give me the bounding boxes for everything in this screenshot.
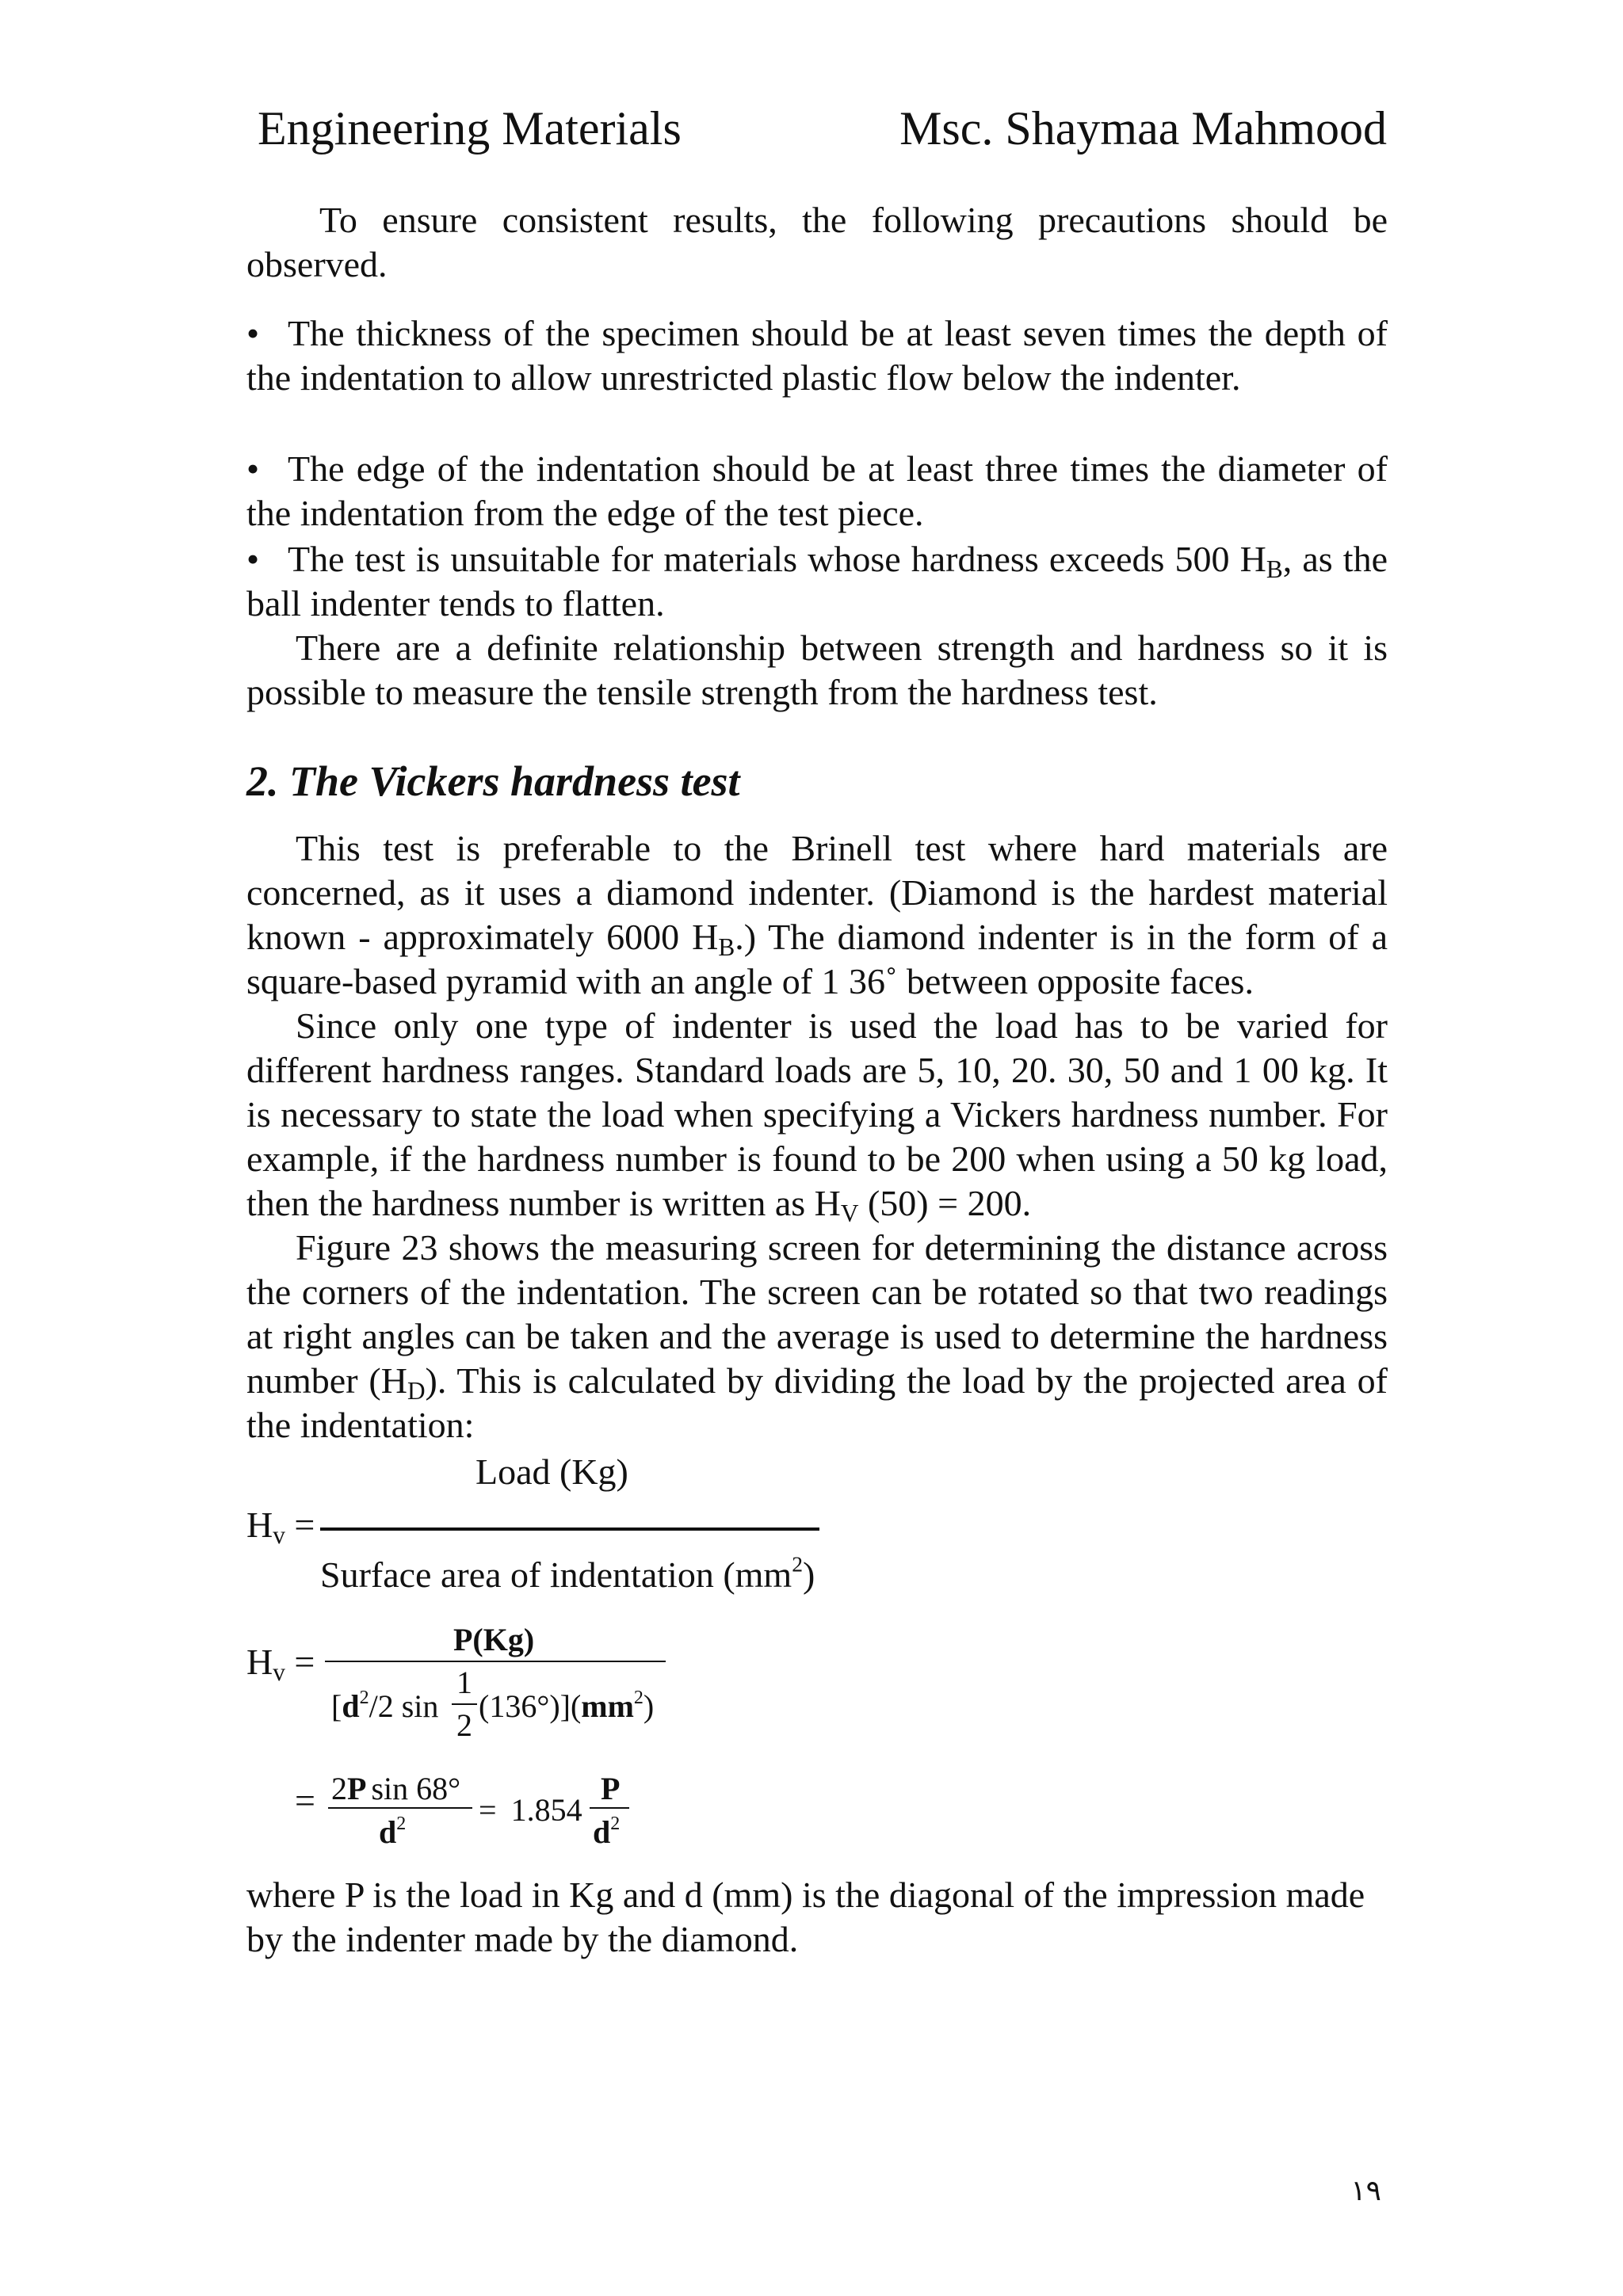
- para-text: Figure 23 shows the measuring screen for determining the distance across the corners of the indentation. The screen can be rotated so that two readings at right angles can be taken and the average is used to determine the hardness number (H: [246, 1227, 1388, 1401]
- header-author: Msc. Shaymaa Mahmood: [899, 102, 1387, 154]
- eq3-fraction-bar-2: [590, 1807, 629, 1809]
- bullet-text-cont: , as the ball indenter tends to flatten.: [246, 539, 1388, 624]
- closing-paragraph: where P is the load in Kg and d (mm) is the diagonal of the impression made by the indenter made by the diamond.: [246, 1875, 1365, 1959]
- eq3-fraction-bar-1: [328, 1807, 472, 1809]
- eq1-denominator: Surface area of indentation $(mm^2)$: [320, 1551, 815, 1595]
- header-title: Engineering Materials: [258, 102, 682, 154]
- eq3-equals: =: [295, 1780, 315, 1821]
- subscript: D: [407, 1376, 426, 1405]
- bullet-icon: •: [246, 448, 260, 489]
- vickers-paragraph-2: [246, 1004, 1388, 1226]
- subscript: B: [1266, 555, 1283, 583]
- para-text: ). This is calculated by dividing the load by the projected area of the indentation:: [246, 1360, 1388, 1445]
- bullet-icon: •: [246, 539, 260, 579]
- intro-paragraph: To ensure consistent results, the following precautions should be observed.: [246, 200, 1388, 284]
- eq3-denominator-1: $d^2$: [379, 1814, 407, 1850]
- bullet-text: The thickness of the specimen should be at least seven times the depth of the indentation to allow unrestricted plastic flow below the indenter.: [246, 313, 1388, 398]
- bullet-text: The test is unsuitable for materials whose hardness exceeds 500 H: [288, 539, 1266, 579]
- eq1-numerator: Load (Kg): [475, 1451, 628, 1492]
- eq2-numerator: P(Kg): [453, 1622, 535, 1657]
- bullet-item: [246, 311, 1388, 400]
- section-heading: 2. The Vickers hardness test: [246, 757, 740, 805]
- eq3-equals-2: = 1.854: [479, 1792, 582, 1828]
- para-text: This test is preferable to the Brinell test where hard materials are concerned, as it uses a diamond indenter. (Diamond is the hardest material known - approximately 6000 H: [246, 828, 1388, 957]
- subscript: V: [840, 1199, 859, 1227]
- subscript: B: [718, 933, 735, 961]
- vickers-paragraph-1: [246, 826, 1388, 1004]
- relationship-paragraph: There are a definite relationship between strength and hardness so it is possible to measure the tensile strength from the hardness test.: [246, 627, 1388, 712]
- bullet-item: [246, 447, 1388, 536]
- eq1-lhs: $H_v$ =: [246, 1505, 315, 1549]
- eq3-numerator-2: P: [601, 1771, 621, 1806]
- eq2-denominator-rest: $(136^\circ)](mm^2)$: [479, 1688, 655, 1724]
- eq1-fraction-bar: [320, 1527, 819, 1531]
- eq2-fraction-bar: [325, 1661, 666, 1662]
- bullet-text: The edge of the indentation should be at least three times the diameter of the indentation from the edge of the test piece.: [246, 448, 1388, 533]
- eq2-half-denominator: 2: [456, 1707, 472, 1743]
- para-text: .) The diamond indenter is in the form of a square-based pyramid with an angle of 1 36˚ between opposite faces.: [246, 917, 1388, 1001]
- eq2-denominator: [$d^2/2$ sin: [331, 1688, 439, 1724]
- page-number: ١٩: [1350, 2175, 1381, 2207]
- para-text: (50) = 200.: [858, 1183, 1032, 1223]
- bullet-icon: •: [246, 313, 260, 353]
- eq2-lhs: $H_v$ =: [246, 1642, 315, 1686]
- eq2-half-numerator: 1: [456, 1665, 472, 1700]
- para-text: Since only one type of indenter is used the load has to be varied for different hardness ranges. Standard loads are 5, 10, 20. 30, 50 and 1 00 kg. It is necessary to state the load when specifying a Vickers hardness number. For example, if the hardness number is found to be 200 when using a 50 kg load, then the hardness number is written as H: [246, 1005, 1388, 1223]
- eq3-denominator-2: $d^2$: [593, 1814, 621, 1850]
- vickers-paragraph-3: [246, 1226, 1388, 1447]
- eq3-numerator-1: 2P sin 68°: [331, 1771, 461, 1806]
- bullet-item: [246, 537, 1388, 626]
